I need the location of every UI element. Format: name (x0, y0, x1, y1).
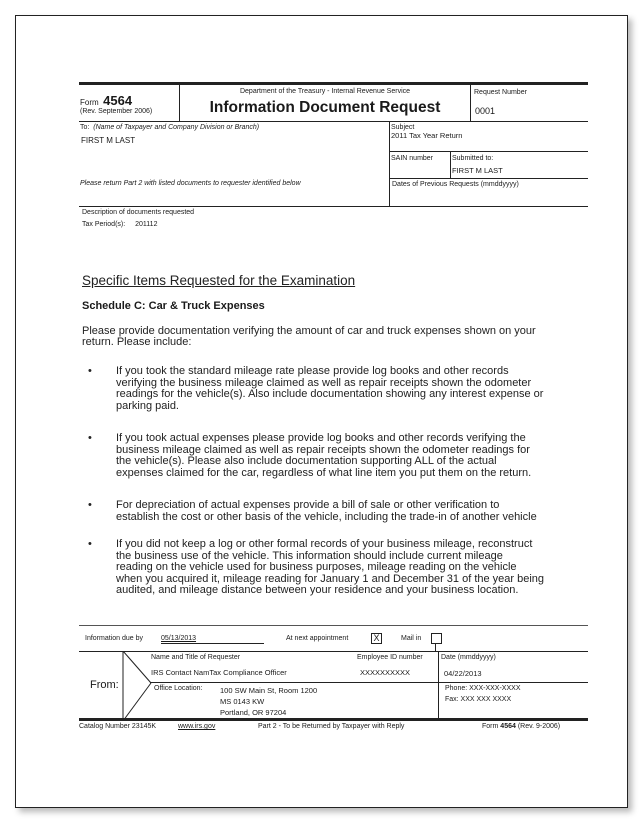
from-top-rule (79, 651, 588, 652)
department-label: Department of the Treasury - Internal Revenue Service (239, 88, 411, 95)
date-divider (438, 651, 439, 718)
irs-website-link[interactable]: www.irs.gov (178, 723, 216, 730)
subject-value[interactable]: 2011 Tax Year Return (391, 131, 463, 140)
from-label: From: (90, 679, 119, 691)
phone-value[interactable]: Phone: XXX-XXX-XXXX (445, 685, 521, 692)
subject-rule (389, 151, 588, 152)
schedule-heading: Schedule C: Car & Truck Expenses (82, 300, 265, 312)
at-next-appointment-checkbox[interactable]: X (371, 633, 382, 644)
sain-rule (389, 178, 588, 179)
bullet-icon: • (88, 365, 92, 377)
header-bottom-rule (79, 121, 588, 122)
catalog-number: Catalog Number 23145K (79, 723, 157, 730)
office-line-2: MS 0143 KW (220, 697, 265, 706)
part-note: Part 2 - To be Returned by Taxpayer with Reply (258, 723, 405, 730)
subject-label: Subject (391, 124, 415, 131)
bullet-icon: • (88, 538, 92, 550)
fax-value[interactable]: Fax: XXX XXX XXXX (445, 696, 512, 703)
sain-divider (450, 151, 451, 178)
tax-period (82, 221, 157, 228)
submitted-to-value[interactable]: FIRST M LAST (452, 166, 503, 175)
employee-id-label: Employee ID number (357, 654, 423, 661)
return-note: Please return Part 2 with listed documents to requester identified below (80, 180, 301, 187)
bullet-item-depreciation: • For depreciation of actual expenses provide a bill of sale or other verification to establish the cost or other basis of the vehicle, including the trade-in of another vehicle (88, 499, 537, 523)
header-top-rule (79, 82, 588, 85)
bullet-item-actual-expenses: • If you took actual expenses please provide log books and other records verifying the business mileage claimed as well as repair receipts shown the odometer readings for the vehicle(s). Please also include documentation supporting ALL of the actual expenses claimed for the car, regardless of what line item you put them on the return. (88, 432, 532, 479)
from-bottom-rule (79, 718, 588, 721)
to-subject-divider (389, 121, 390, 207)
mail-in-checkbox[interactable] (431, 633, 442, 644)
bullet-icon: • (88, 432, 92, 444)
office-address[interactable] (220, 685, 317, 718)
previous-requests-label: Dates of Previous Requests (mmddyyyy) (392, 181, 519, 188)
requester-label: Name and Title of Requester (151, 654, 241, 661)
intro-paragraph: Please provide documentation verifying the amount of car and truck expenses shown on your return. Please include: (82, 325, 536, 348)
description-label: Description of documents requested (82, 209, 195, 216)
form-number: 4564 (103, 93, 133, 108)
sain-label: SAIN number (391, 155, 434, 162)
bullet-icon: • (88, 499, 92, 511)
due-date[interactable]: 05/13/2013 (161, 635, 264, 644)
date-value[interactable]: 04/22/2013 (444, 669, 482, 678)
office-line-3: Portland, OR 97204 (220, 708, 287, 717)
due-top-rule (79, 625, 588, 626)
to-label: To: (Name of Taxpayer and Company Division or Branch) (80, 124, 260, 131)
request-number-value: 0001 (475, 106, 496, 116)
at-next-appointment-label: At next appointment (286, 635, 349, 642)
form-word: Form (80, 98, 99, 107)
to-block-bottom-rule (79, 206, 588, 207)
to-hint: (Name of Taxpayer and Company Division or Branch) (93, 124, 260, 131)
office-label: Office Location: (154, 685, 203, 692)
bullet-item-reconstruct-log: • If you did not keep a log or other formal records of your business mileage, reconstruct the business use of the vehicle. This information should include current mileage reading on the vehicle used for business purposes, mileage reading on the vehicle when you acquired it, mileage reading for January 1 and December 31 of the year being audited, and mileage distance between your residence and your business location. (88, 538, 545, 597)
taxpayer-name[interactable]: FIRST M LAST (81, 136, 136, 145)
mail-in-label: Mail in (401, 635, 422, 642)
header-divider-right (470, 84, 471, 121)
form-revision: (Rev. September 2006) (80, 108, 153, 115)
office-line-1: 100 SW Main St, Room 1200 (220, 686, 318, 695)
date-label: Date (mmddyyyy) (441, 654, 496, 661)
due-label: Information due by (85, 635, 143, 642)
tax-period-value[interactable]: 201112 (135, 221, 158, 228)
bullet-item-standard-mileage: • If you took the standard mileage rate please provide log books and other records verifying the business mileage claimed as well as repair receipts shown the odometer readings for the vehicle(s). Also include documentation showing any interest expense or parking paid. (88, 365, 544, 412)
form-title: Information Document Request (209, 99, 441, 116)
tax-period-label: Tax Period(s): (82, 221, 126, 228)
footer-form-id: Form 4564 (Rev. 9-2006) (482, 723, 561, 730)
office-rule (150, 682, 588, 683)
section-heading: Specific Items Requested for the Examination (82, 273, 356, 288)
request-number-label: Request Number (474, 89, 527, 96)
requester-value[interactable]: IRS Contact NamTax Compliance Officer (151, 668, 287, 677)
submitted-to-label: Submitted to: (452, 155, 494, 162)
form-id (80, 93, 133, 108)
employee-id-value[interactable]: XXXXXXXXXX (360, 668, 411, 677)
